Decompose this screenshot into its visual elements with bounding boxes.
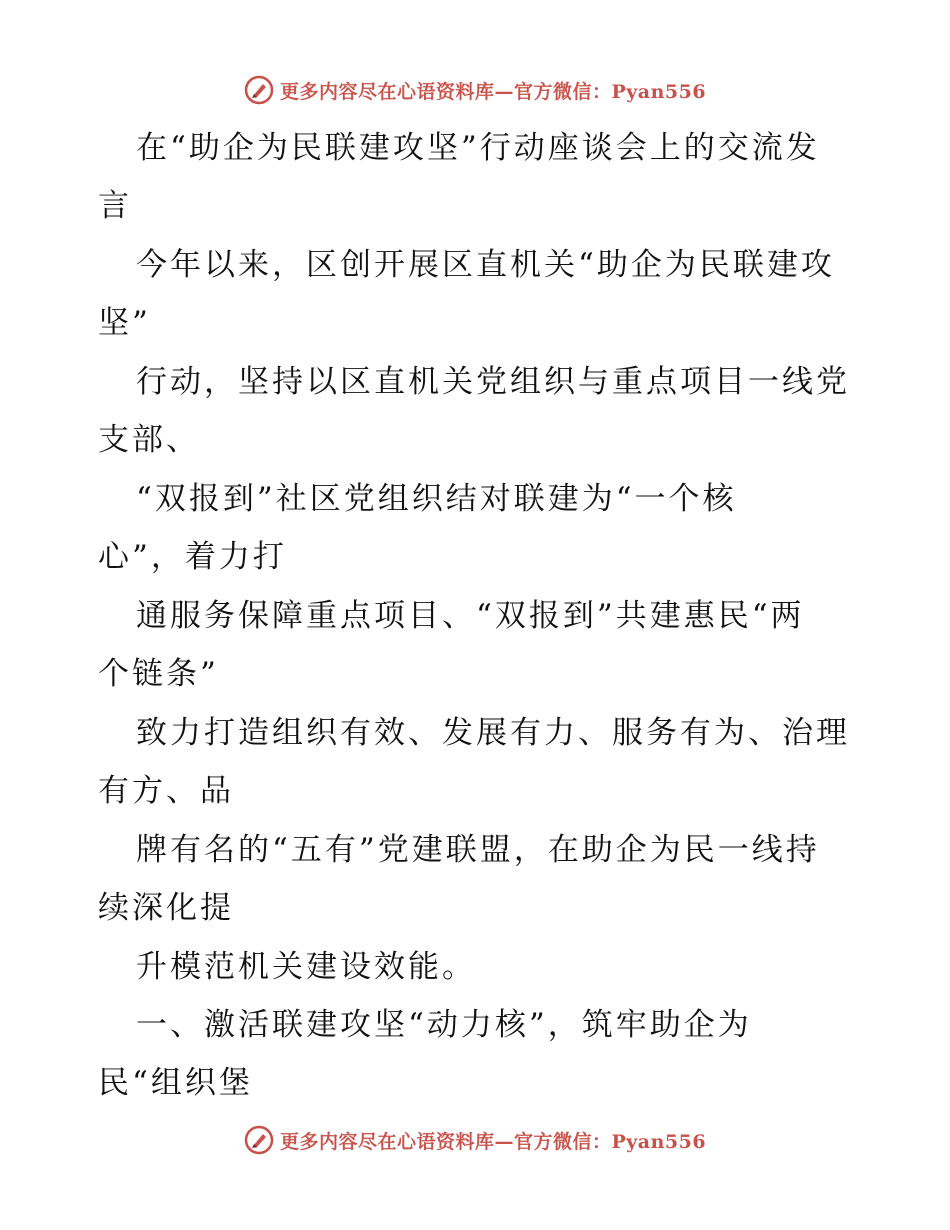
- header-watermark-banner: [0, 70, 950, 110]
- doc-line-14: 续深化提: [98, 890, 234, 926]
- doc-line-5: 行动，坚持以区直机关党组织与重点项目一线党: [136, 364, 850, 400]
- doc-line-2: 言: [98, 188, 132, 224]
- doc-line-12: 有方、品: [98, 773, 234, 809]
- pen-logo-icon: [244, 1125, 274, 1155]
- header-watermark-text: 更多内容尽在心语资料库—官方微信：Pyan556: [279, 80, 707, 103]
- doc-line-4: 坚”: [98, 305, 151, 341]
- doc-line-10: 个链条”: [98, 656, 219, 692]
- doc-line-13: 牌有名的“五有”党建联盟，在助企为民一线持: [136, 832, 820, 868]
- footer-watermark-banner: [0, 1120, 950, 1160]
- doc-line-15: 升模范机关建设效能。: [136, 949, 476, 985]
- footer-watermark-text: 更多内容尽在心语资料库—官方微信：Pyan556: [279, 1130, 707, 1153]
- doc-line-11: 致力打造组织有效、发展有力、服务有为、治理: [136, 715, 850, 751]
- doc-line-17: 民“组织堡: [98, 1065, 253, 1101]
- doc-line-16: 一、激活联建攻坚“动力核”，筑牢助企为: [136, 1007, 752, 1043]
- doc-line-3: 今年以来，区创开展区直机关“助企为民联建攻: [136, 247, 835, 283]
- doc-line-1: 在“助企为民联建攻坚”行动座谈会上的交流发: [136, 130, 820, 166]
- doc-line-7: “双报到”社区党组织结对联建为“一个核: [136, 481, 737, 517]
- pen-logo-icon: [244, 75, 274, 105]
- doc-line-8: 心”，着力打: [98, 539, 287, 575]
- doc-line-6: 支部、: [98, 422, 200, 458]
- doc-line-9: 通服务保障重点项目、“双报到”共建惠民“两: [136, 598, 805, 634]
